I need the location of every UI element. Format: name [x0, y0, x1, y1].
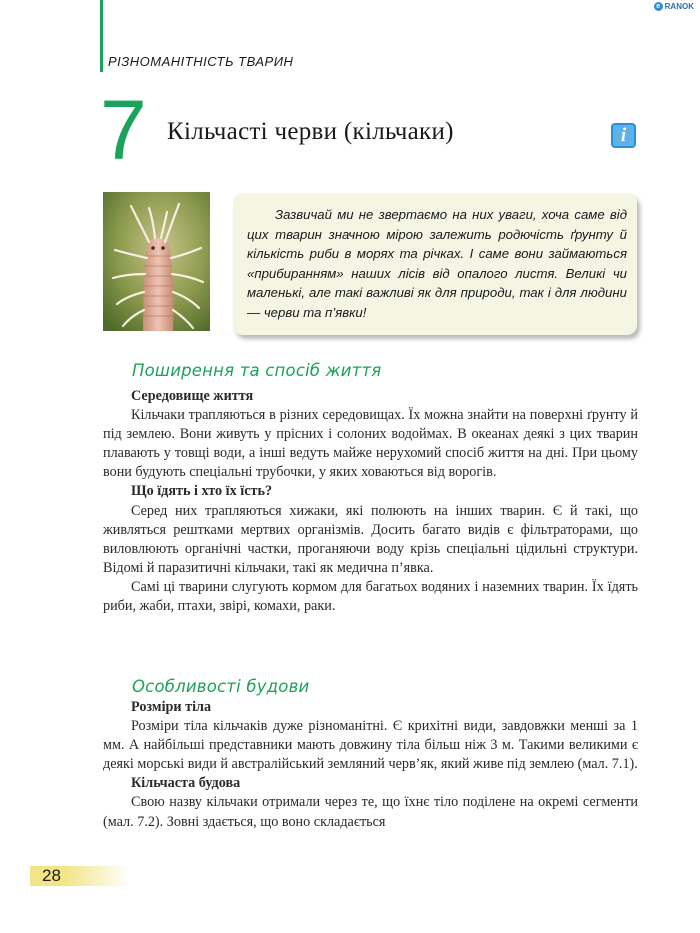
subheading-ringed: Кільчаста будова	[131, 775, 241, 792]
subheading-habitat: Середовище життя	[131, 388, 254, 404]
section-title-structure: Особливості будови	[132, 677, 310, 696]
section-distribution-body	[103, 387, 638, 616]
info-icon[interactable]: i	[611, 123, 636, 148]
worm-photo	[103, 192, 210, 331]
page-number: 28	[30, 866, 130, 886]
intro-box: Зазвичай ми не звертаємо на них уваги, хоча саме від цих тварин значною мірою залежить родючість ґрунту й кількість риби в морях та річках. І саме вони займаються «прибиранням» наших лісів від опалого листя. Великі чи маленькі, але такі важливі як для природи, так і для людини — черви та п’явки!	[233, 193, 637, 335]
section-header: РІЗНОМАНІТНІСТЬ ТВАРИН	[108, 54, 294, 69]
accent-bar	[100, 0, 103, 72]
paragraph-ringed: Свою назву кільчаки отримали через те, що їхнє тіло поділене на окремі сегменти (мал. 7.2). Зовні здається, що воно складається	[103, 794, 638, 830]
section-title-distribution: Поширення та спосіб життя	[132, 361, 382, 380]
subheading-food: Що їдять і хто їх їсть?	[131, 483, 273, 500]
subheading-size: Розміри тіла	[131, 699, 212, 715]
paragraph-food: Серед них трапляються хижаки, які полюють на інших тварин. Є й такі, що живляться рештками мертвих організмів. Досить багато видів є фільтраторами, що виловлюють органічні частки, проганяючи воду крізь спеціальні цідильні структури. Відомі й паразитичні кільчаки, такі як медична п’явка.	[103, 502, 638, 576]
chapter-title: Кільчасті черви (кільчаки)	[167, 118, 454, 145]
paragraph-size: Розміри тіла кільчаків дуже різноманітні. Є крихітні види, завдовжки менші за 1 мм. А найбільші представники мають довжину тіла більш ніж 3 м. Такими великими є деякі морські види й австралійський земляний черв’як, який живе під землею (мал. 7.1).	[103, 718, 638, 773]
publisher-logo	[654, 2, 694, 11]
section-structure-body	[103, 698, 638, 832]
logo-icon: e	[654, 2, 663, 11]
paragraph-habitat: Кільчаки трапляються в різних середовищах. Їх можна знайти на поверхні ґрунту й під землею. Вони живуть у прісних і солоних водоймах. В океанах деякі з цих тварин плавають у товщі води, а інші ведуть майже нерухомий спосіб життя на дні. При цьому вони будують спеціальні трубочки, у яких ховаються від ворогів.	[103, 407, 638, 481]
chapter-number: 7	[100, 83, 147, 177]
logo-text: RANOK	[664, 2, 694, 11]
paragraph-predators: Самі ці тварини слугують кормом для багатьох водяних і наземних тварин. Їх їдять риби, жаби, птахи, звірі, комахи, раки.	[103, 578, 638, 615]
worm-illustration	[103, 192, 210, 331]
